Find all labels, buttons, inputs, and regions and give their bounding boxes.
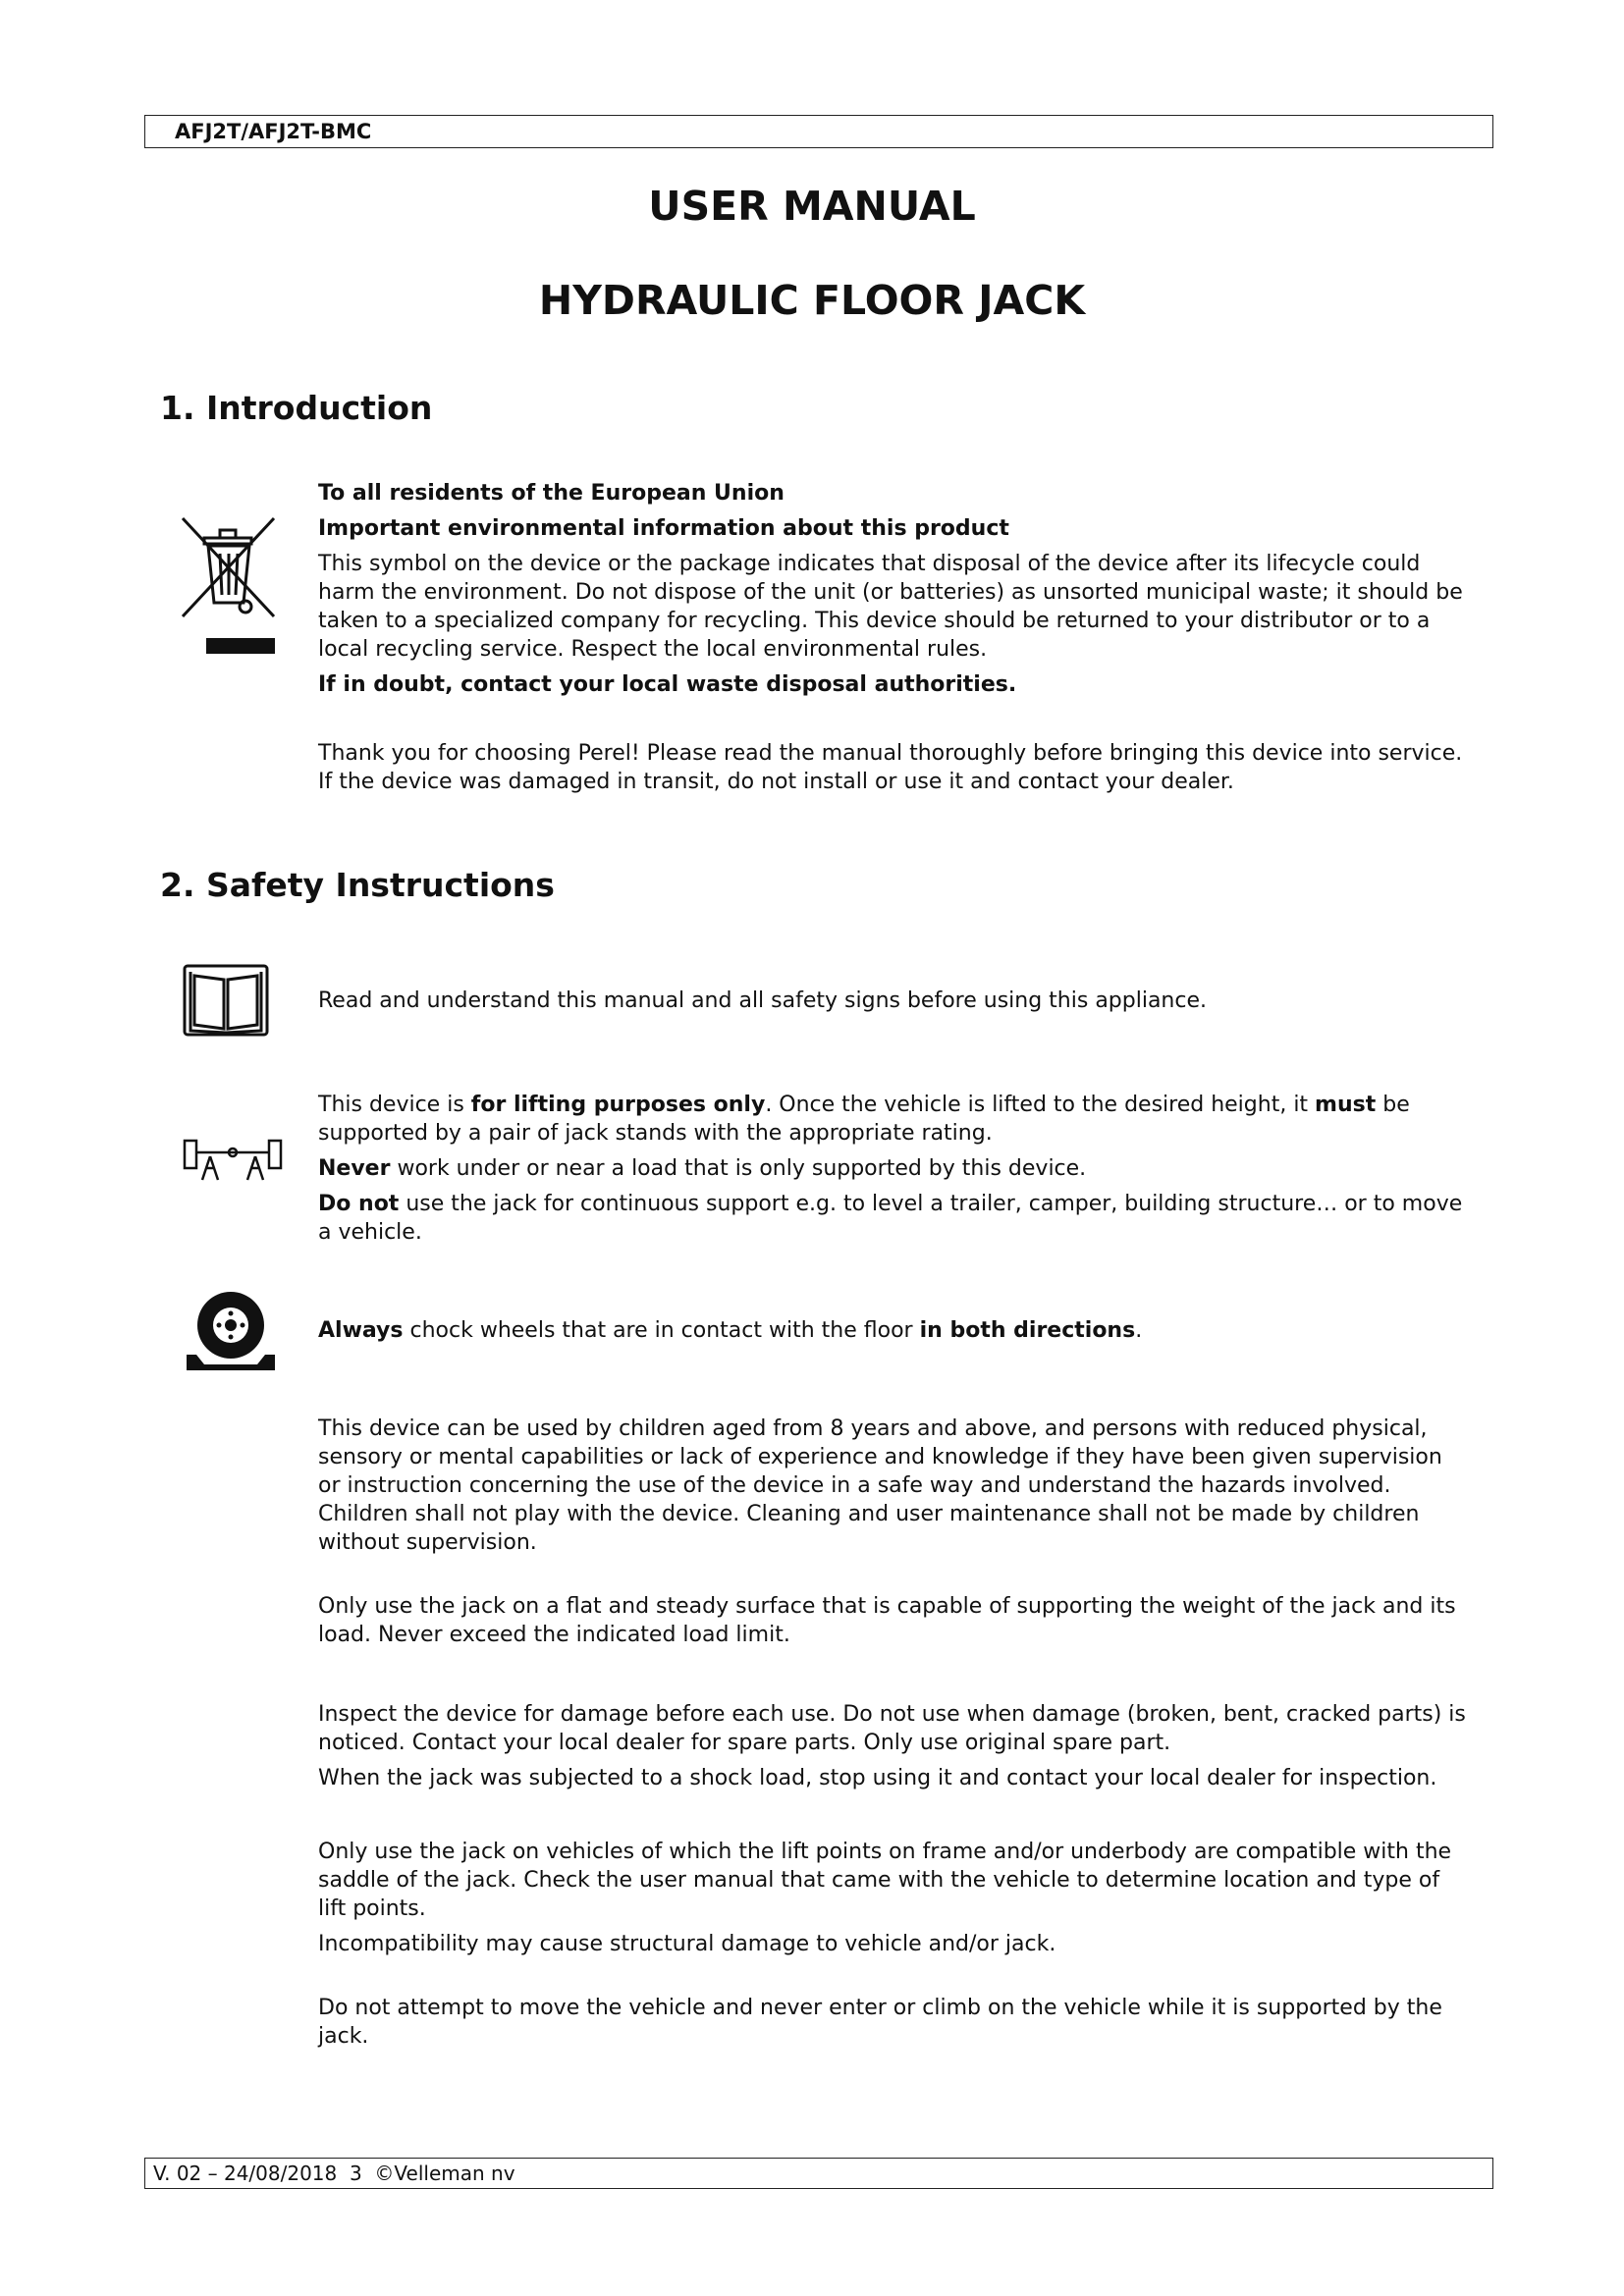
- section-heading-introduction: 1. Introduction: [160, 389, 433, 427]
- lift-points-paragraph-2: Incompatibility may cause structural damage to vehicle and/or jack.: [318, 1932, 1056, 1956]
- children-paragraph: This device can be used by children aged from 8 years and above, and persons with reduced physical, sensory or mental capabilities or lack of experience and knowledge if they have been given supervision or instruction concerning the use of the device in a safe way and understand the hazards involved. Children shall not play with the device. Cleaning and user maintenance shall not be made by children without supervision.: [318, 1416, 1442, 1555]
- eu-doubt-paragraph: If in doubt, contact your local waste disposal authorities.: [318, 672, 1017, 697]
- chock-paragraph: Always chock wheels that are in contact with the floor in both directions.: [318, 1318, 1143, 1343]
- footer-text: V. 02 – 24/08/2018 3 ©Velleman nv: [153, 2162, 515, 2185]
- page-subtitle: HYDRAULIC FLOOR JACK: [538, 277, 1086, 324]
- no-move-paragraph: Do not attempt to move the vehicle and never enter or climb on the vehicle while it is supported by the jack.: [318, 1996, 1442, 2049]
- eu-heading-residents: To all residents of the European Union: [318, 481, 785, 506]
- header-model: AFJ2T/AFJ2T-BMC: [175, 120, 372, 143]
- jack-stands-icon: [179, 1135, 287, 1190]
- thanks-paragraph: Thank you for choosing Perel! Please read the manual thoroughly before bringing this device into service. If the device was damaged in transit, do not install or use it and contact your dealer.: [318, 741, 1463, 794]
- lift-points-paragraph-1: Only use the jack on vehicles of which the lift points on frame and/or underbody are compatible with the saddle of the jack. Check the user manual that came with the vehicle to determine location and type of lift points.: [318, 1840, 1452, 1921]
- open-book-icon: [183, 960, 269, 1039]
- page-footer: [144, 2158, 1493, 2189]
- lifting-paragraph-1: This device is for lifting purposes only. Once the vehicle is lifted to the desired height, it must be supported by a pair of jack stands with the appropriate rating.: [318, 1093, 1410, 1146]
- lifting-paragraph-2: Never work under or near a load that is only supported by this device.: [318, 1156, 1087, 1181]
- intro-text-block: [318, 479, 1467, 796]
- lifting-paragraph-3: Do not use the jack for continuous support e.g. to level a trailer, camper, building structure… or to move a vehicle.: [318, 1192, 1463, 1245]
- wheel-chock-icon: [183, 1286, 279, 1374]
- eu-paragraph: This symbol on the device or the package indicates that disposal of the device after its lifecycle could harm the environment. Do not dispose of the unit (or batteries) as unsorted municipal waste; it should be taken to a specialized company for recycling. This device should be returned to your distributor or to a local recycling service. Respect the local environmental rules.: [318, 552, 1463, 662]
- eu-heading-environment: Important environmental information about this product: [318, 516, 1009, 541]
- page-title: USER MANUAL: [648, 183, 976, 230]
- surface-paragraph: Only use the jack on a flat and steady surface that is capable of supporting the weight of the jack and its load. Never exceed the indicated load limit.: [318, 1594, 1456, 1647]
- inspect-paragraph-2: When the jack was subjected to a shock load, stop using it and contact your local dealer for inspection.: [318, 1766, 1437, 1790]
- section-heading-safety: 2. Safety Instructions: [160, 866, 555, 904]
- crossed-out-wheelie-bin-icon: [177, 512, 280, 660]
- safety-text-block: [318, 1415, 1467, 2051]
- page-header: [144, 115, 1493, 148]
- inspect-paragraph-1: Inspect the device for damage before each use. Do not use when damage (broken, bent, cracked parts) is noticed. Contact your local dealer for spare parts. Only use original spare part.: [318, 1702, 1466, 1755]
- lifting-text-block: [318, 1091, 1467, 1247]
- read-manual-paragraph: Read and understand this manual and all safety signs before using this appliance.: [318, 988, 1207, 1013]
